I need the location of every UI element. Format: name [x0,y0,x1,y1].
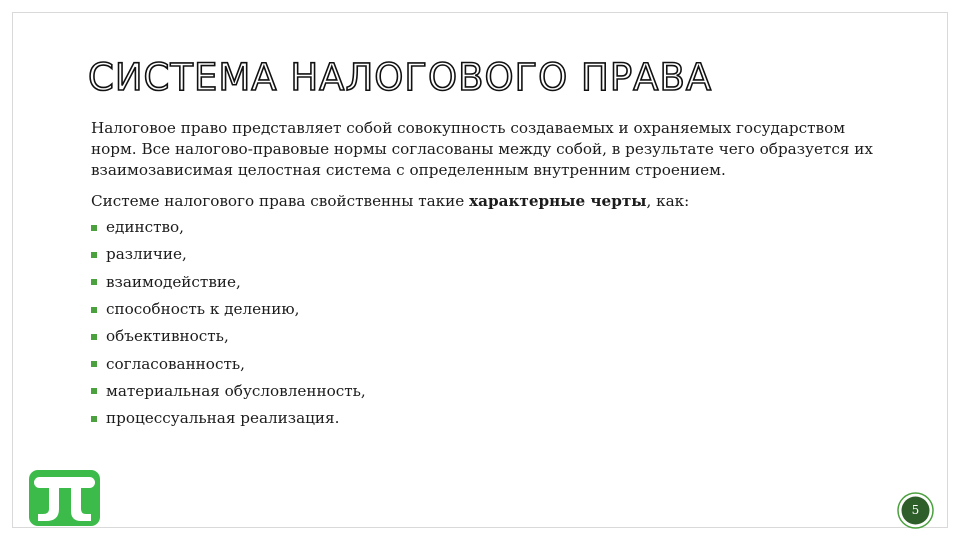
slide-content [91,118,881,432]
list-item-label: различие, [106,245,187,264]
list-item [91,405,881,432]
list-item [91,323,881,350]
list-item [91,296,881,323]
features-lead-bold: характерные черты [469,192,647,210]
list-item-label: согласованность, [106,354,245,373]
features-lead [91,191,881,212]
square-bullet-icon [91,388,97,394]
square-bullet-icon [91,361,97,367]
list-item-label: материальная обусловленность, [106,381,366,400]
list-item [91,378,881,405]
features-lead-prefix: Системе налогового права свойственны такие [91,192,470,210]
pi-logo-icon [28,469,101,527]
list-item-label: взаимодействие, [106,272,241,291]
list-item-label: объективность, [106,327,229,346]
square-bullet-icon [91,279,97,285]
list-item [91,241,881,268]
square-bullet-icon [91,225,97,231]
page-number: 5 [911,503,920,517]
intro-paragraph: Налоговое право представляет собой совокупность создаваемых и охраняемых государством норм. Все налогово-правовые нормы согласованы между собой, в результате чего образуется их взаимозависимая целостная система с определенным внутренним строением. [91,119,873,179]
logo-crossbar [34,477,95,488]
list-item-label: способность к делению, [106,300,300,319]
list-item [91,350,881,377]
features-lead-suffix: , как: [646,192,690,210]
square-bullet-icon [91,416,97,422]
square-bullet-icon [91,334,97,340]
list-item [91,269,881,296]
list-item-label: процессуальная реализация. [106,409,340,428]
square-bullet-icon [91,307,97,313]
list-item-label: единство, [106,218,185,237]
list-item [91,214,881,241]
square-bullet-icon [91,252,97,258]
slide-title: СИСТЕМА НАЛОГОВОГО ПРАВА [88,56,713,99]
feature-list [91,214,881,432]
